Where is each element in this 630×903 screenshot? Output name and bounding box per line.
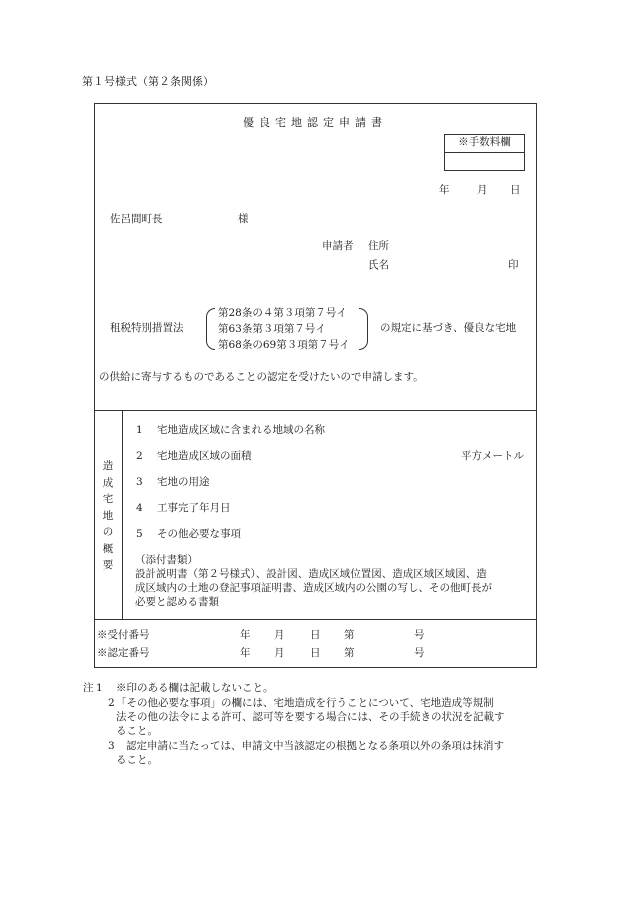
item-label-area-size: 宅地造成区域の面積 <box>157 450 252 462</box>
applicant-name-label: 氏名 <box>368 259 389 271</box>
note-line: ※印のある欄は記載しないこと。 <box>116 682 274 694</box>
application-statement: の供給に寄与するものであることの認定を受けたいので申請します。 <box>99 371 424 383</box>
document-title: 優良宅地認定申請書 <box>243 116 387 129</box>
applicant-address-label: 住所 <box>368 240 389 252</box>
seal-mark: 印 <box>508 259 519 271</box>
date-year: 年 <box>439 184 450 196</box>
receipt-no-prefix: 第 <box>344 629 355 641</box>
item-label-other: その他必要な事項 <box>157 528 241 540</box>
item-label-area-name: 宅地造成区域に含まれる地域の名称 <box>157 424 325 436</box>
law-name: 租税特別措置法 <box>110 322 184 334</box>
item-label-completion-date: 工事完了年月日 <box>157 502 231 514</box>
note-line: 「その他必要な事項」の欄には、宅地造成を行うことについて、宅地造成等規制 <box>116 697 494 709</box>
approval-year: 年 <box>240 647 251 659</box>
addressee-honorific: 様 <box>238 213 249 225</box>
date-day: 日 <box>510 184 521 196</box>
law-suffix: の規定に基づき、優良な宅地 <box>380 322 517 334</box>
item-number: 2 <box>136 450 143 462</box>
attachments-line: 設計説明書（第２号様式）、設計図、造成区域位置図、造成区域区域図、造 <box>135 568 487 580</box>
section-divider-overview <box>94 410 537 411</box>
law-clause-3: 第68条の69第３項第７号イ <box>218 339 350 351</box>
item-number: 4 <box>136 502 143 514</box>
note-number: 1 <box>96 682 103 694</box>
note-number: 3 <box>108 740 115 752</box>
area-unit: 平方メートル <box>461 450 524 462</box>
right-brace <box>359 308 368 350</box>
overview-side-label: 造 成 宅 地 の 概 要 <box>102 460 114 571</box>
law-clause-2: 第63条第３項第７号イ <box>218 323 326 335</box>
approval-number-label: ※認定番号 <box>97 647 150 659</box>
note-line: 法その他の法令による許可、認可等を要する場合には、その手続きの状況を記載す <box>116 711 505 723</box>
note-line: ること。 <box>116 754 158 766</box>
item-number: 1 <box>136 424 143 436</box>
section-divider-records <box>94 619 537 620</box>
addressee-town: 佐呂間町長 <box>110 213 163 225</box>
attachments-line: 成区域内の土地の登記事項証明書、造成区域内の公園の写し、その他町長が <box>135 582 492 594</box>
attachments-line: 必要と認める書類 <box>135 596 219 608</box>
item-label-land-use: 宅地の用途 <box>157 476 210 488</box>
left-brace <box>206 308 215 350</box>
overview-side-divider <box>122 410 123 619</box>
form-number-label: 第１号様式（第２条関係） <box>82 75 214 88</box>
receipt-year: 年 <box>240 629 251 641</box>
attachments-title: （添付書類） <box>135 554 198 566</box>
receipt-day: 日 <box>310 629 321 641</box>
law-clause-1: 第28条の４第３項第７号イ <box>218 307 347 319</box>
applicant-label: 申請者 <box>322 240 354 252</box>
note-line: 認定申請に当たっては、申請文中当該認定の根拠となる条項以外の条項は抹消す <box>126 740 504 752</box>
receipt-number-label: ※受付番号 <box>97 629 150 641</box>
approval-no-prefix: 第 <box>344 647 355 659</box>
receipt-no-suffix: 号 <box>414 629 425 641</box>
note-number: 2 <box>108 697 115 709</box>
item-number: 5 <box>136 528 143 540</box>
approval-day: 日 <box>310 647 321 659</box>
fee-box-label: ※手数料欄 <box>458 136 511 148</box>
item-number: 3 <box>136 476 143 488</box>
notes-heading: 注 <box>83 682 94 694</box>
approval-no-suffix: 号 <box>414 647 425 659</box>
note-line: ること。 <box>116 725 158 737</box>
approval-month: 月 <box>274 647 285 659</box>
receipt-month: 月 <box>274 629 285 641</box>
date-month: 月 <box>477 184 488 196</box>
